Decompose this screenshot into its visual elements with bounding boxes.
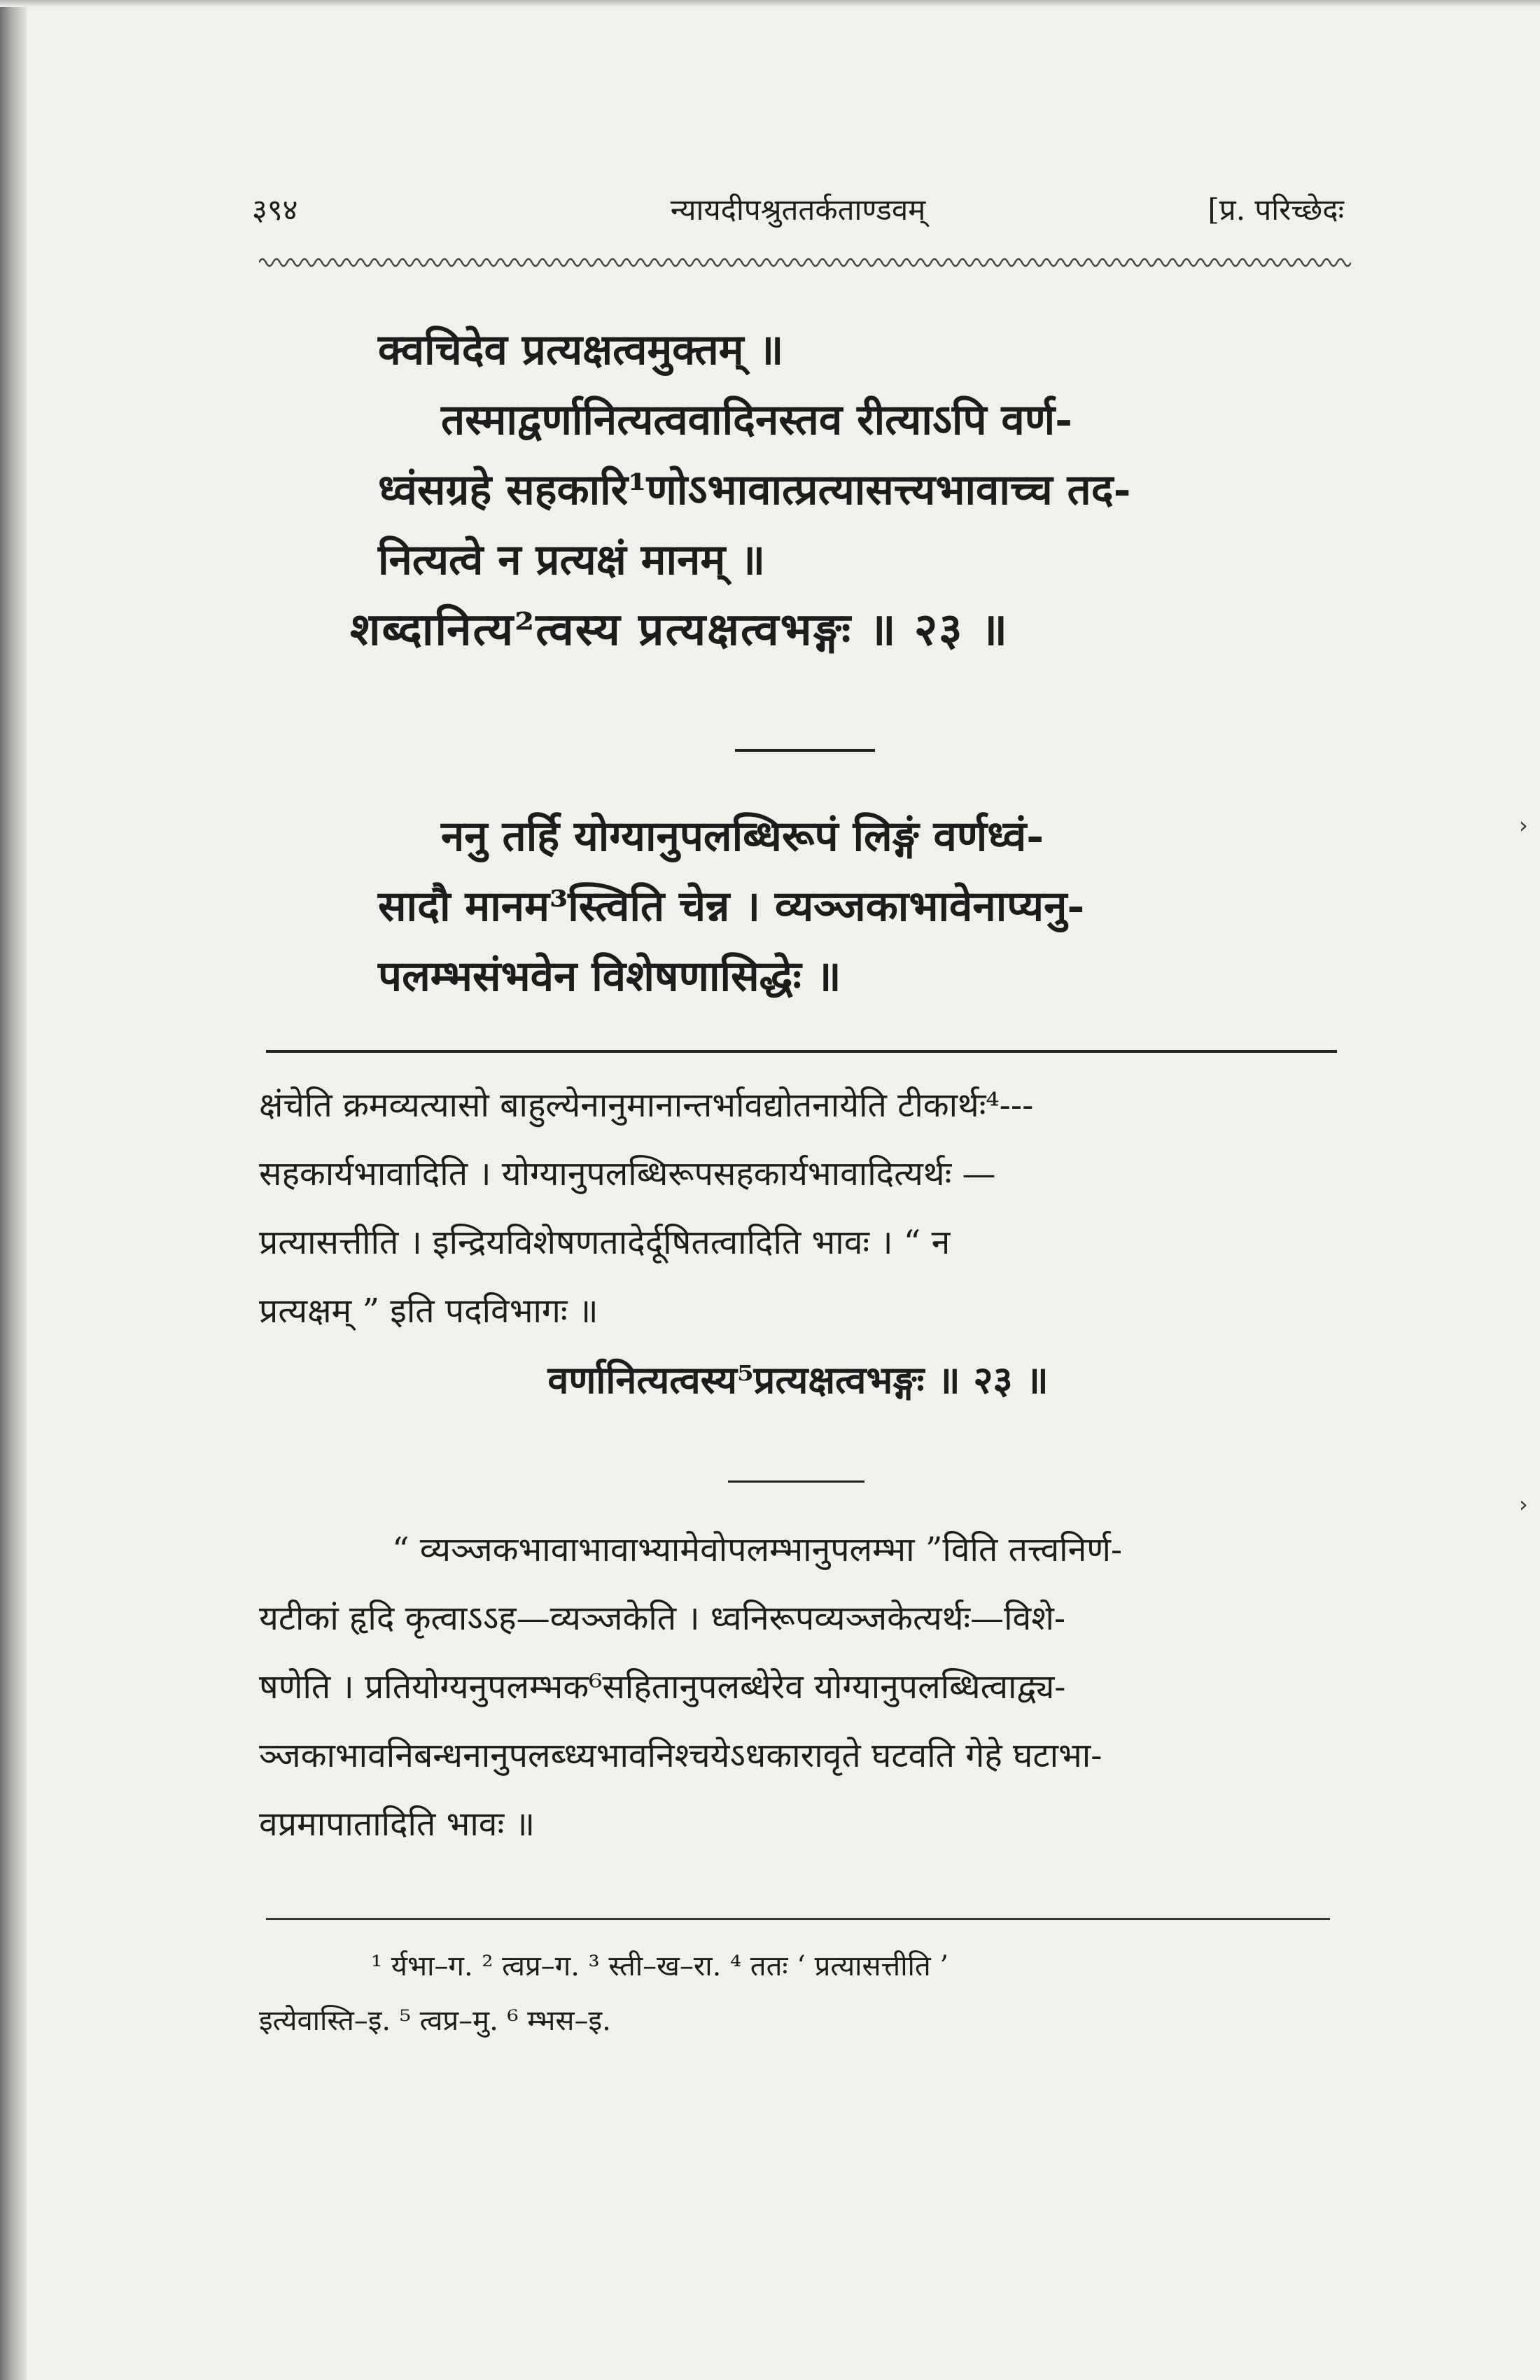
- section-label: [प्र. परिच्छेदः: [1208, 192, 1344, 227]
- header-wavy-rule: [259, 252, 1351, 273]
- commentary-line-3: प्रत्यासत्तीति । इन्द्रियविशेषणतादेर्दूषितत्वादिति भावः । “ न: [259, 1223, 951, 1262]
- root-text-block-1: [350, 315, 1288, 665]
- root-line-7: पलम्भसंभवेन विशेषणासिद्धेः ॥: [378, 952, 841, 1001]
- page-edge-shadow: [0, 0, 27, 2380]
- commentary-line-5: “ व्यञ्जकभावाभावाभ्यामेवोपलम्भानुपलम्भा ”विति तत्त्वनिर्ण-: [392, 1530, 1123, 1569]
- commentary-line-9: वप्रमापातादिति भावः ॥: [259, 1805, 536, 1844]
- margin-arrow-icon: ›: [1519, 812, 1528, 839]
- root-line-4: नित्यत्वे न प्रत्यक्षं मानम् ॥: [378, 536, 766, 584]
- footnotes: [259, 1939, 1344, 2048]
- running-header: [252, 189, 1344, 238]
- commentary-line-8: ञ्जकाभावनिबन्धनानुपलब्ध्यभावनिश्चयेऽधकारावृते घटवति गेहे घटाभा-: [259, 1736, 1102, 1775]
- footnote-line-2: इत्येवास्ति–इ. ⁵ त्वप्र–मु. ⁶ म्भस–इ.: [259, 2005, 611, 2037]
- root-line-5: ननु तर्हि योग्यानुपलब्धिरूपं लिङ्गं वर्णध्वं-: [441, 812, 1044, 861]
- commentary-line-6: यटीकां हृदि कृत्वाऽऽह—व्यञ्जकेति । ध्वनिरूपव्यञ्जकेत्यर्थः—विशे-: [259, 1599, 1066, 1638]
- commentary-line-2: सहकार्यभावादिति । योग्यानुपलब्धिरूपसहकार्यभावादित्यर्थः —: [259, 1154, 996, 1194]
- commentary-divider-dash: [728, 1480, 864, 1483]
- commentary-colophon: वर्णानित्यत्वस्य⁵प्रत्यक्षत्वभङ्गः ॥ २३ ॥: [547, 1357, 1049, 1402]
- commentary-block-2: [259, 1516, 1337, 1858]
- commentary-separator-rule: [266, 1050, 1337, 1053]
- root-line-3: ध्वंसग्रहे सहकारि¹णोऽभावात्प्रत्यासत्त्यभावाच्च तद-: [378, 465, 1131, 514]
- margin-arrow-icon: ›: [1519, 1491, 1528, 1518]
- running-title: न्यायदीपश्रुततर्कताण्डवम्: [670, 192, 926, 227]
- page-top-shadow: [0, 0, 1540, 7]
- commentary-block-1: [259, 1071, 1337, 1414]
- commentary-line-7: षणेति । प्रतियोग्यनुपलम्भक⁶सहितानुपलब्धेरेव योग्यानुपलब्धित्वाद्व्य-: [259, 1667, 1066, 1707]
- section-divider-dash: [735, 749, 875, 752]
- commentary-line-1: क्षंचेति क्रमव्यत्यासो बाहुल्येनानुमानान्तर्भावद्योतनायेति टीकार्थः⁴---: [259, 1086, 1034, 1125]
- page-number: ३९४: [252, 192, 298, 227]
- footnote-line-1: ¹ र्यभा–ग. ² त्वप्र–ग. ³ स्ती–ख–रा. ⁴ ततः ‘ प्रत्यासत्तीति ’: [371, 1950, 949, 1982]
- root-line-2: तस्माद्वर्णानित्यत्ववादिनस्तव रीत्याऽपि वर्ण-: [441, 396, 1073, 444]
- commentary-line-4: प्रत्यक्षम् ” इति पदविभागः ॥: [259, 1292, 598, 1331]
- root-colophon: शब्दानित्य²त्वस्य प्रत्यक्षत्वभङ्गः ॥ २३ ॥: [350, 603, 1009, 656]
- footnote-rule: [266, 1918, 1330, 1920]
- root-text-block-2: [378, 802, 1288, 1011]
- root-line-1: क्वचिदेव प्रत्यक्षत्वमुक्तम् ॥: [378, 326, 784, 374]
- root-line-6: सादौ मानम³स्त्विति चेन्न । व्यञ्जकाभावेनाप्यनु-: [378, 882, 1085, 931]
